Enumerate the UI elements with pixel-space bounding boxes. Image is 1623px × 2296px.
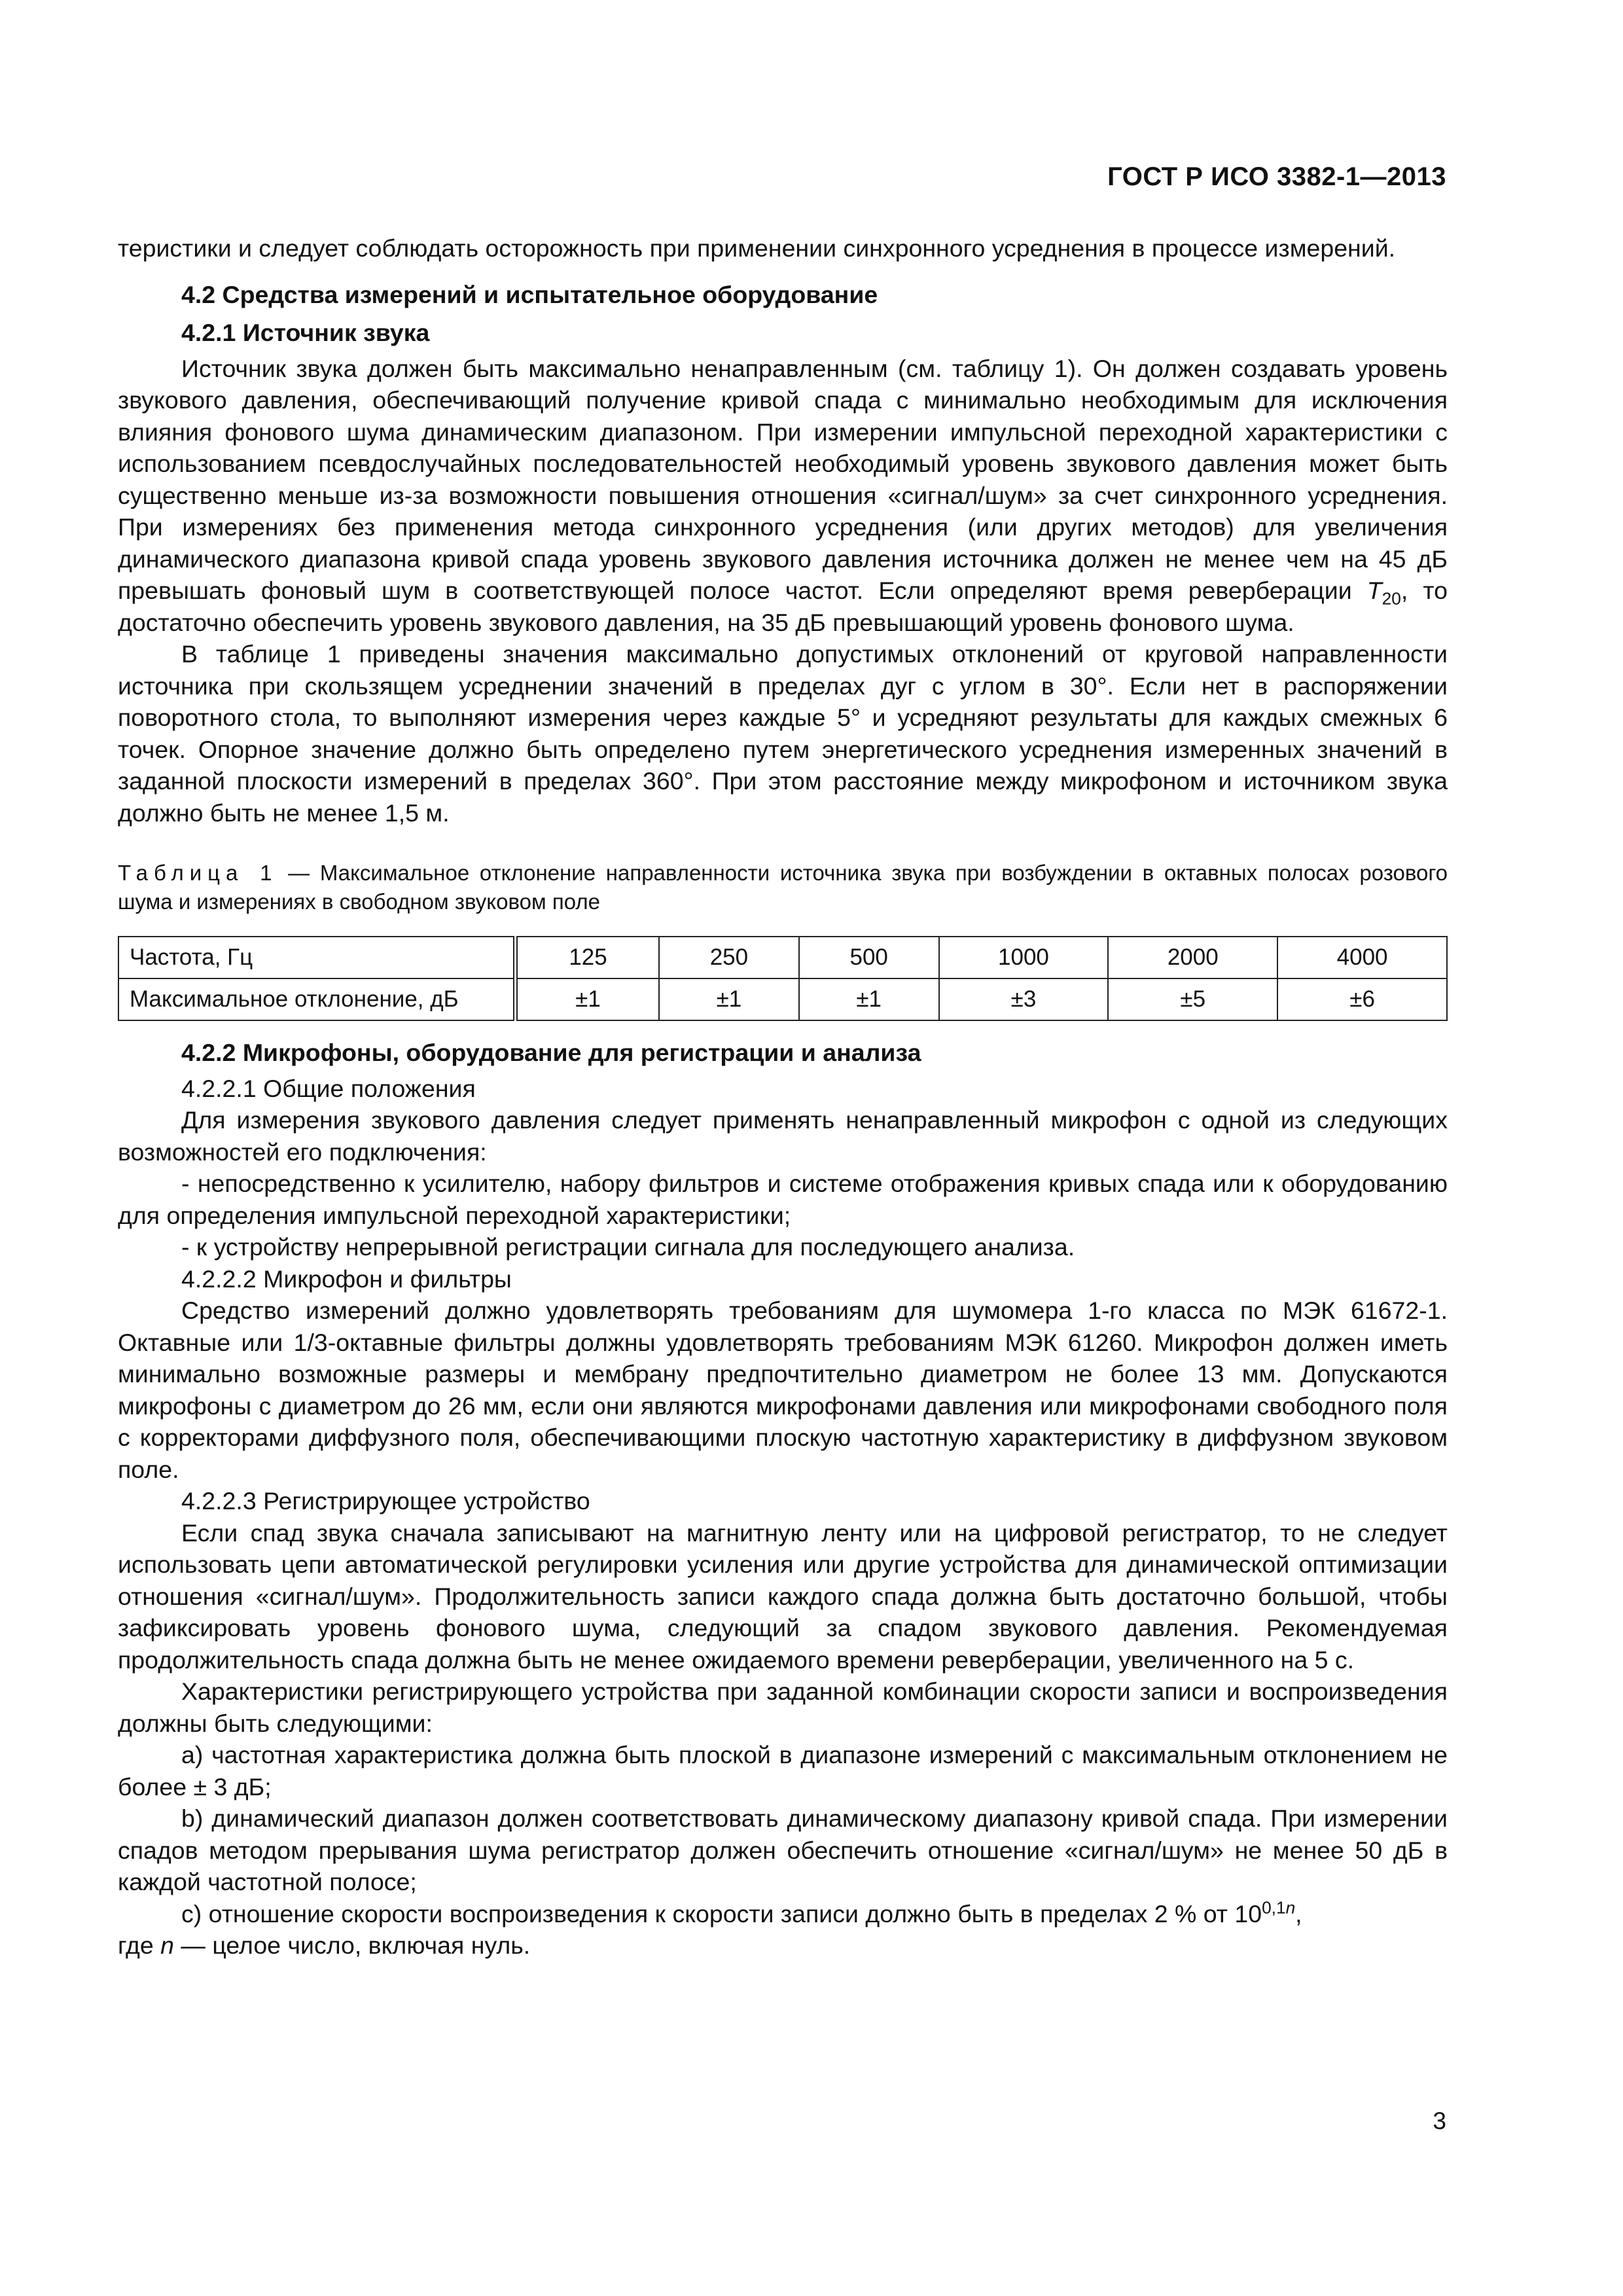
heading-4-2-2-2: 4.2.2.2 Микрофон и фильтры bbox=[181, 1265, 512, 1293]
table-cell-dev: ±1 bbox=[516, 978, 660, 1020]
paragraph-sound-source-part2: , то достаточно обеспечить уровень звукового давления, на 35 дБ превышающий уровень фонового шума. bbox=[118, 577, 1448, 636]
table-caption-label: Таблица 1 bbox=[118, 861, 278, 885]
table-cell-freq: 125 bbox=[516, 937, 660, 978]
table-cell-dev: ±6 bbox=[1277, 978, 1447, 1020]
table-cell-dev: ±1 bbox=[799, 978, 939, 1020]
list-item-c-end: — целое число, включая нуль. bbox=[174, 1931, 531, 1959]
table-row-deviation bbox=[118, 978, 1447, 1020]
table-cell-dev: ±1 bbox=[659, 978, 799, 1020]
table-cell-freq: 2000 bbox=[1108, 937, 1277, 978]
heading-4-2-2-1: 4.2.2.1 Общие положения bbox=[181, 1074, 476, 1102]
list-item-c-where: где bbox=[118, 1931, 161, 1959]
paragraph-microphone: Средство измерений должно удовлетворять требованиям для шумомера 1-го класса по МЭК 61672-1. Октавные или 1/3-октавные фильтры должны удовлетворять требованиям МЭК 61260. Микрофон должен иметь минимально возможные размеры и мембрану предпочтительно диаметром не более 13 мм. Допускаются микрофоны с диаметром до 26 мм, если они являются микрофонами давления или микрофонами свободного поля с корректорами диффузного поля, обеспечивающими плоскую частотную характеристику в диффузном звуковом поле. bbox=[118, 1297, 1448, 1483]
table-caption bbox=[118, 859, 1448, 916]
heading-4-2-2-3: 4.2.2.3 Регистрирующее устройство bbox=[181, 1487, 590, 1515]
table-cell-freq: 4000 bbox=[1277, 937, 1447, 978]
table-caption-text: — Максимальное отклонение направленности источника звука при возбуждении в октавных полосах розового шума и измерениях в свободном звуковом поле bbox=[118, 861, 1448, 914]
list-item-recorder: - к устройству непрерывной регистрации сигнала для последующего анализа. bbox=[181, 1233, 1075, 1261]
exponent bbox=[1262, 1897, 1295, 1917]
paragraph-sound-source bbox=[118, 353, 1448, 639]
document-body bbox=[118, 232, 1448, 1962]
list-item-c bbox=[118, 1898, 1448, 1930]
paragraph-directivity: В таблице 1 приведены значения максимально допустимых отклонений от круговой направленности источника при скользящем усреднении значений в пределах дуг с углом в 30°. Если нет в распоряжении поворотного стола, то выполняют измерения через каждые 5° и усредняют результаты для каждых смежных 6 точек. Опорное значение должно быть определено путем энергетического усреднения измеренных значений в заданной плоскости измерений в пределах 360°. При этом расстояние между микрофоном и источником звука должно быть не менее 1,5 м. bbox=[118, 640, 1448, 827]
list-item-c-part1: c) отношение скорости воспроизведения к скорости записи должно быть в пределах 2 % от 10 bbox=[181, 1899, 1262, 1928]
paragraph-sound-source-part1: Источник звука должен быть максимально ненаправленным (см. таблицу 1). Он должен создавать уровень звукового давления, обеспечивающий получение кривой спада с минимально необходимым для исключения влияния фонового шума динамическим диапазоном. При измерении импульсной переходной характеристики с использованием псевдослучайных последовательностей необходимый уровень звукового давления может быть существенно меньше из-за возможности повышения отношения «сигнал/шум» за счет синхронного усреднения. При измерениях без применения метода синхронного усреднения (или других методов) для увеличения динамического диапазона кривой спада уровень звукового давления источника должен не менее чем на 45 дБ превышать фоновый шум в соответствующей полосе частот. Если определяют время реверберации bbox=[118, 354, 1448, 604]
list-item-a: a) частотная характеристика должна быть плоской в диапазоне измерений с максимальным отклонением не более ± 3 дБ; bbox=[118, 1741, 1448, 1801]
list-item-b: b) динамический диапазон должен соответствовать динамическому диапазону кривой спада. При измерении спадов методом прерывания шума регистратор должен обеспечить отношение «сигнал/шум» не менее 50 дБ в каждой частотной полосе; bbox=[118, 1804, 1448, 1895]
table-cell-freq: 500 bbox=[799, 937, 939, 978]
list-item-c-continuation bbox=[118, 1929, 1448, 1962]
variable-n: n bbox=[160, 1931, 175, 1959]
table-cell-dev: ±5 bbox=[1108, 978, 1277, 1020]
standard-header: ГОСТ Р ИСО 3382-1—2013 bbox=[1107, 162, 1446, 191]
paragraph-recorder-1: Если спад звука сначала записывают на магнитную ленту или на цифровой регистратор, то не следует использовать цепи автоматической регулировки усиления или другие устройства для динамической оптимизации отношения «сигнал/шум». Продолжительность записи каждого спада должна быть достаточно большой, чтобы зафиксировать уровень фонового шума, следующий за спадом звукового давления. Рекомендуемая продолжительность спада должна быть не менее ожидаемого времени реверберации, увеличенного на 5 с. bbox=[118, 1518, 1448, 1674]
page-number: 3 bbox=[1433, 2108, 1446, 2134]
table-cell-dev: ±3 bbox=[939, 978, 1109, 1020]
paragraph-general: Для измерения звукового давления следует применять ненаправленный микрофон с одной из следующих возможностей его подключения: bbox=[118, 1106, 1448, 1166]
paragraph-recorder-2: Характеристики регистрирующего устройства при заданной комбинации скорости записи и воспроизведения должны быть следующими: bbox=[118, 1677, 1448, 1737]
table-row-label-frequency: Частота, Гц bbox=[118, 937, 516, 978]
paragraph-continuation: теристики и следует соблюдать осторожность при применении синхронного усреднения в процессе измерений. bbox=[118, 234, 1396, 262]
table-cell-freq: 250 bbox=[659, 937, 799, 978]
list-item-c-comma: , bbox=[1295, 1899, 1302, 1928]
list-item-direct: - непосредственно к усилителю, набору фильтров и системе отображения кривых спада или к оборудованию для определения импульсной переходной характеристики; bbox=[118, 1170, 1448, 1229]
exponent-number: 0,1 bbox=[1262, 1897, 1286, 1917]
deviation-table bbox=[118, 936, 1448, 1021]
reverb-subscript: 20 bbox=[1382, 588, 1401, 609]
table-cell-freq: 1000 bbox=[939, 937, 1109, 978]
heading-4-2-2: 4.2.2 Микрофоны, оборудование для регистрации и анализа bbox=[181, 1039, 921, 1066]
table-row-frequency bbox=[118, 937, 1447, 978]
heading-4-2-1: 4.2.1 Источник звука bbox=[181, 319, 430, 346]
exponent-variable: n bbox=[1285, 1897, 1296, 1917]
reverb-symbol: T bbox=[1366, 577, 1382, 604]
table-row-label-deviation: Максимальное отклонение, дБ bbox=[118, 978, 516, 1020]
heading-4-2: 4.2 Средства измерений и испытательное оборудование bbox=[181, 280, 878, 308]
